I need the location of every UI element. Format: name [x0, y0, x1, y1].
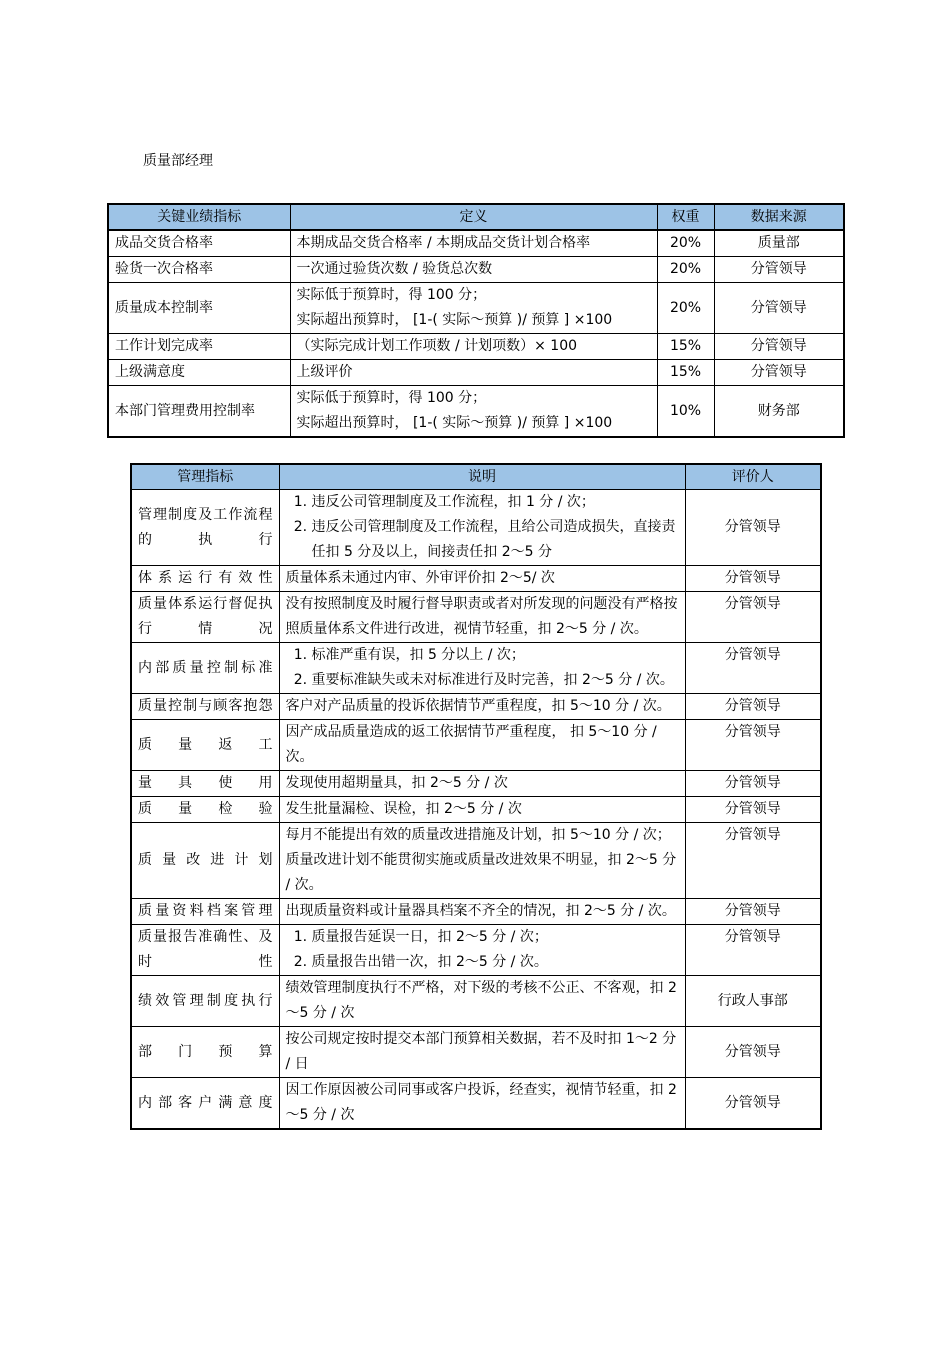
- mgmt-description-text: 没有按照制度及时履行督导职责或者对所发现的问题没有严格按照质量体系文件进行改进，视情节轻重，扣 2～5 分 / 次。: [285, 596, 678, 637]
- list-item: 1. 违反公司管理制度及工作流程，扣 1 分 / 次；: [312, 490, 679, 515]
- mgmt-evaluator: 分管领导: [685, 490, 821, 566]
- mgmt-evaluator: 分管领导: [685, 643, 821, 694]
- kpi-weight: 15%: [657, 360, 714, 386]
- mgmt-description: [279, 643, 685, 694]
- mgmt-indicator: 质量体系运行督促执行情况: [131, 592, 279, 643]
- mgmt-indicator: 内部客户满意度: [131, 1078, 279, 1130]
- kpi-header-row: [108, 204, 844, 230]
- kpi-source: 分管领导: [714, 257, 844, 283]
- mgmt-indicator: 质量资料档案管理: [131, 899, 279, 925]
- mgmt-evaluator: 分管领导: [685, 592, 821, 643]
- mgmt-indicator: 质量检验: [131, 797, 279, 823]
- mgmt-evaluator: 分管领导: [685, 771, 821, 797]
- list-item: 2. 质量报告出错一次，扣 2～5 分 / 次。: [312, 950, 679, 975]
- table-row: [131, 1078, 821, 1130]
- table-row: [131, 694, 821, 720]
- mgmt-header-evaluator: 评价人: [685, 464, 821, 490]
- kpi-weight: 20%: [657, 283, 714, 334]
- page-title: 质量部经理: [143, 153, 213, 169]
- mgmt-indicator: 质量报告准确性、及时性: [131, 925, 279, 976]
- kpi-header-weight: 权重: [657, 204, 714, 230]
- mgmt-evaluator: 分管领导: [685, 566, 821, 592]
- kpi-indicator: 工作计划完成率: [108, 334, 290, 360]
- mgmt-description: [279, 899, 685, 925]
- mgmt-indicator: 质量控制与顾客抱怨: [131, 694, 279, 720]
- mgmt-evaluator: 分管领导: [685, 694, 821, 720]
- mgmt-evaluator: 分管领导: [685, 899, 821, 925]
- table-row: [131, 899, 821, 925]
- list-item: 2. 违反公司管理制度及工作流程，且给公司造成损失，直接责任扣 5 分及以上，间接责任扣 2～5 分: [312, 515, 679, 565]
- mgmt-indicator: 部门预算: [131, 1027, 279, 1078]
- kpi-indicator: 上级满意度: [108, 360, 290, 386]
- kpi-source: 质量部: [714, 230, 844, 257]
- mgmt-indicator: 管理制度及工作流程的执行: [131, 490, 279, 566]
- kpi-weight: 20%: [657, 257, 714, 283]
- mgmt-description: [279, 592, 685, 643]
- kpi-header-source: 数据来源: [714, 204, 844, 230]
- mgmt-header-row: [131, 464, 821, 490]
- mgmt-description: [279, 823, 685, 899]
- list-item: 1. 标准严重有误，扣 5 分以上 / 次；: [312, 643, 679, 668]
- kpi-definition: [290, 360, 657, 386]
- kpi-definition: [290, 230, 657, 257]
- table-row: [131, 1027, 821, 1078]
- kpi-weight: 15%: [657, 334, 714, 360]
- kpi-definition: [290, 334, 657, 360]
- mgmt-description: [279, 694, 685, 720]
- mgmt-indicator: 绩效管理制度执行: [131, 976, 279, 1027]
- table-row: [108, 230, 844, 257]
- kpi-definition-line: （实际完成计划工作项数 / 计划项数）× 100: [296, 338, 578, 354]
- mgmt-description: [279, 976, 685, 1027]
- kpi-source: 分管领导: [714, 334, 844, 360]
- mgmt-description: [279, 925, 685, 976]
- kpi-definition-line: 上级评价: [296, 364, 353, 380]
- mgmt-description: [279, 566, 685, 592]
- mgmt-evaluator: 分管领导: [685, 797, 821, 823]
- mgmt-description: [279, 771, 685, 797]
- mgmt-evaluator: 分管领导: [685, 925, 821, 976]
- mgmt-indicator: 体系运行有效性: [131, 566, 279, 592]
- mgmt-indicator: 内部质量控制标准: [131, 643, 279, 694]
- table-row: [131, 643, 821, 694]
- mgmt-indicator: 量具使用: [131, 771, 279, 797]
- table-row: [131, 771, 821, 797]
- mgmt-description: [279, 490, 685, 566]
- table-row: [108, 386, 844, 438]
- mgmt-description-text: 按公司规定按时提交本部门预算相关数据，若不及时扣 1～2 分 / 日: [285, 1031, 677, 1072]
- kpi-source: 财务部: [714, 386, 844, 438]
- kpi-definition: [290, 257, 657, 283]
- mgmt-indicator: 质量改进计划: [131, 823, 279, 899]
- kpi-definition: [290, 386, 657, 438]
- kpi-weight: 10%: [657, 386, 714, 438]
- kpi-definition-line: 实际超出预算时， [1-( 实际～预算 )/ 预算 ] ×100: [296, 312, 613, 328]
- kpi-table: [107, 203, 845, 438]
- mgmt-description-text: 客户对产品质量的投诉依据情节严重程度，扣 5～10 分 / 次。: [285, 698, 671, 714]
- table-row: [131, 925, 821, 976]
- mgmt-description-list: [286, 490, 679, 565]
- kpi-definition-line: 实际超出预算时， [1-( 实际～预算 )/ 预算 ] ×100: [296, 415, 613, 431]
- mgmt-description-text: 绩效管理制度执行不严格，对下级的考核不公正、不客观，扣 2～5 分 / 次: [285, 980, 677, 1021]
- mgmt-description-text: 因产成品质量造成的返工依据情节严重程度， 扣 5～10 分 / 次。: [285, 724, 657, 765]
- table-row: [131, 720, 821, 771]
- table-row: [108, 334, 844, 360]
- table-row: [131, 566, 821, 592]
- kpi-header-definition: 定义: [290, 204, 657, 230]
- mgmt-evaluator: 分管领导: [685, 1027, 821, 1078]
- list-item: 2. 重要标准缺失或未对标准进行及时完善，扣 2～5 分 / 次。: [312, 668, 679, 693]
- mgmt-description-text: 发生批量漏检、误检，扣 2～5 分 / 次: [285, 801, 522, 817]
- kpi-indicator: 质量成本控制率: [108, 283, 290, 334]
- kpi-definition: [290, 283, 657, 334]
- kpi-definition-line: 实际低于预算时，得 100 分；: [296, 390, 487, 406]
- table-row: [108, 360, 844, 386]
- mgmt-description-text: 出现质量资料或计量器具档案不齐全的情况，扣 2～5 分 / 次。: [285, 903, 676, 919]
- kpi-indicator: 成品交货合格率: [108, 230, 290, 257]
- mgmt-description: [279, 797, 685, 823]
- mgmt-description: [279, 1027, 685, 1078]
- mgmt-description-text: 质量体系未通过内审、外审评价扣 2～5/ 次: [285, 570, 555, 586]
- mgmt-description-text: 发现使用超期量具，扣 2～5 分 / 次: [285, 775, 508, 791]
- mgmt-evaluator: 分管领导: [685, 1078, 821, 1130]
- kpi-indicator: 本部门管理费用控制率: [108, 386, 290, 438]
- table-row: [131, 976, 821, 1027]
- mgmt-evaluator: 分管领导: [685, 823, 821, 899]
- table-row: [131, 490, 821, 566]
- mgmt-description-list: [286, 643, 679, 693]
- kpi-definition-line: 本期成品交货合格率 / 本期成品交货计划合格率: [296, 235, 591, 251]
- list-item: 1. 质量报告延误一日，扣 2～5 分 / 次；: [312, 925, 679, 950]
- mgmt-description-list: [286, 925, 679, 975]
- kpi-header-indicator: 关键业绩指标: [108, 204, 290, 230]
- kpi-weight: 20%: [657, 230, 714, 257]
- table-row: [131, 823, 821, 899]
- kpi-source: 分管领导: [714, 360, 844, 386]
- mgmt-evaluator: 行政人事部: [685, 976, 821, 1027]
- table-row: [108, 257, 844, 283]
- mgmt-indicator: 质量返工: [131, 720, 279, 771]
- mgmt-description-text: 每月不能提出有效的质量改进措施及计划，扣 5～10 分 / 次；质量改进计划不能贯彻实施或质量改进效果不明显，扣 2～5 分 / 次。: [285, 827, 677, 893]
- kpi-definition-line: 一次通过验货次数 / 验货总次数: [296, 261, 493, 277]
- mgmt-header-description: 说明: [279, 464, 685, 490]
- mgmt-description-text: 因工作原因被公司同事或客户投诉，经查实，视情节轻重，扣 2～5 分 / 次: [285, 1082, 677, 1123]
- mgmt-header-indicator: 管理指标: [131, 464, 279, 490]
- kpi-source: 分管领导: [714, 283, 844, 334]
- mgmt-description: [279, 1078, 685, 1130]
- mgmt-evaluator: 分管领导: [685, 720, 821, 771]
- mgmt-description: [279, 720, 685, 771]
- table-row: [131, 592, 821, 643]
- kpi-indicator: 验货一次合格率: [108, 257, 290, 283]
- management-table: [130, 463, 822, 1130]
- kpi-definition-line: 实际低于预算时，得 100 分；: [296, 287, 487, 303]
- table-row: [108, 283, 844, 334]
- table-row: [131, 797, 821, 823]
